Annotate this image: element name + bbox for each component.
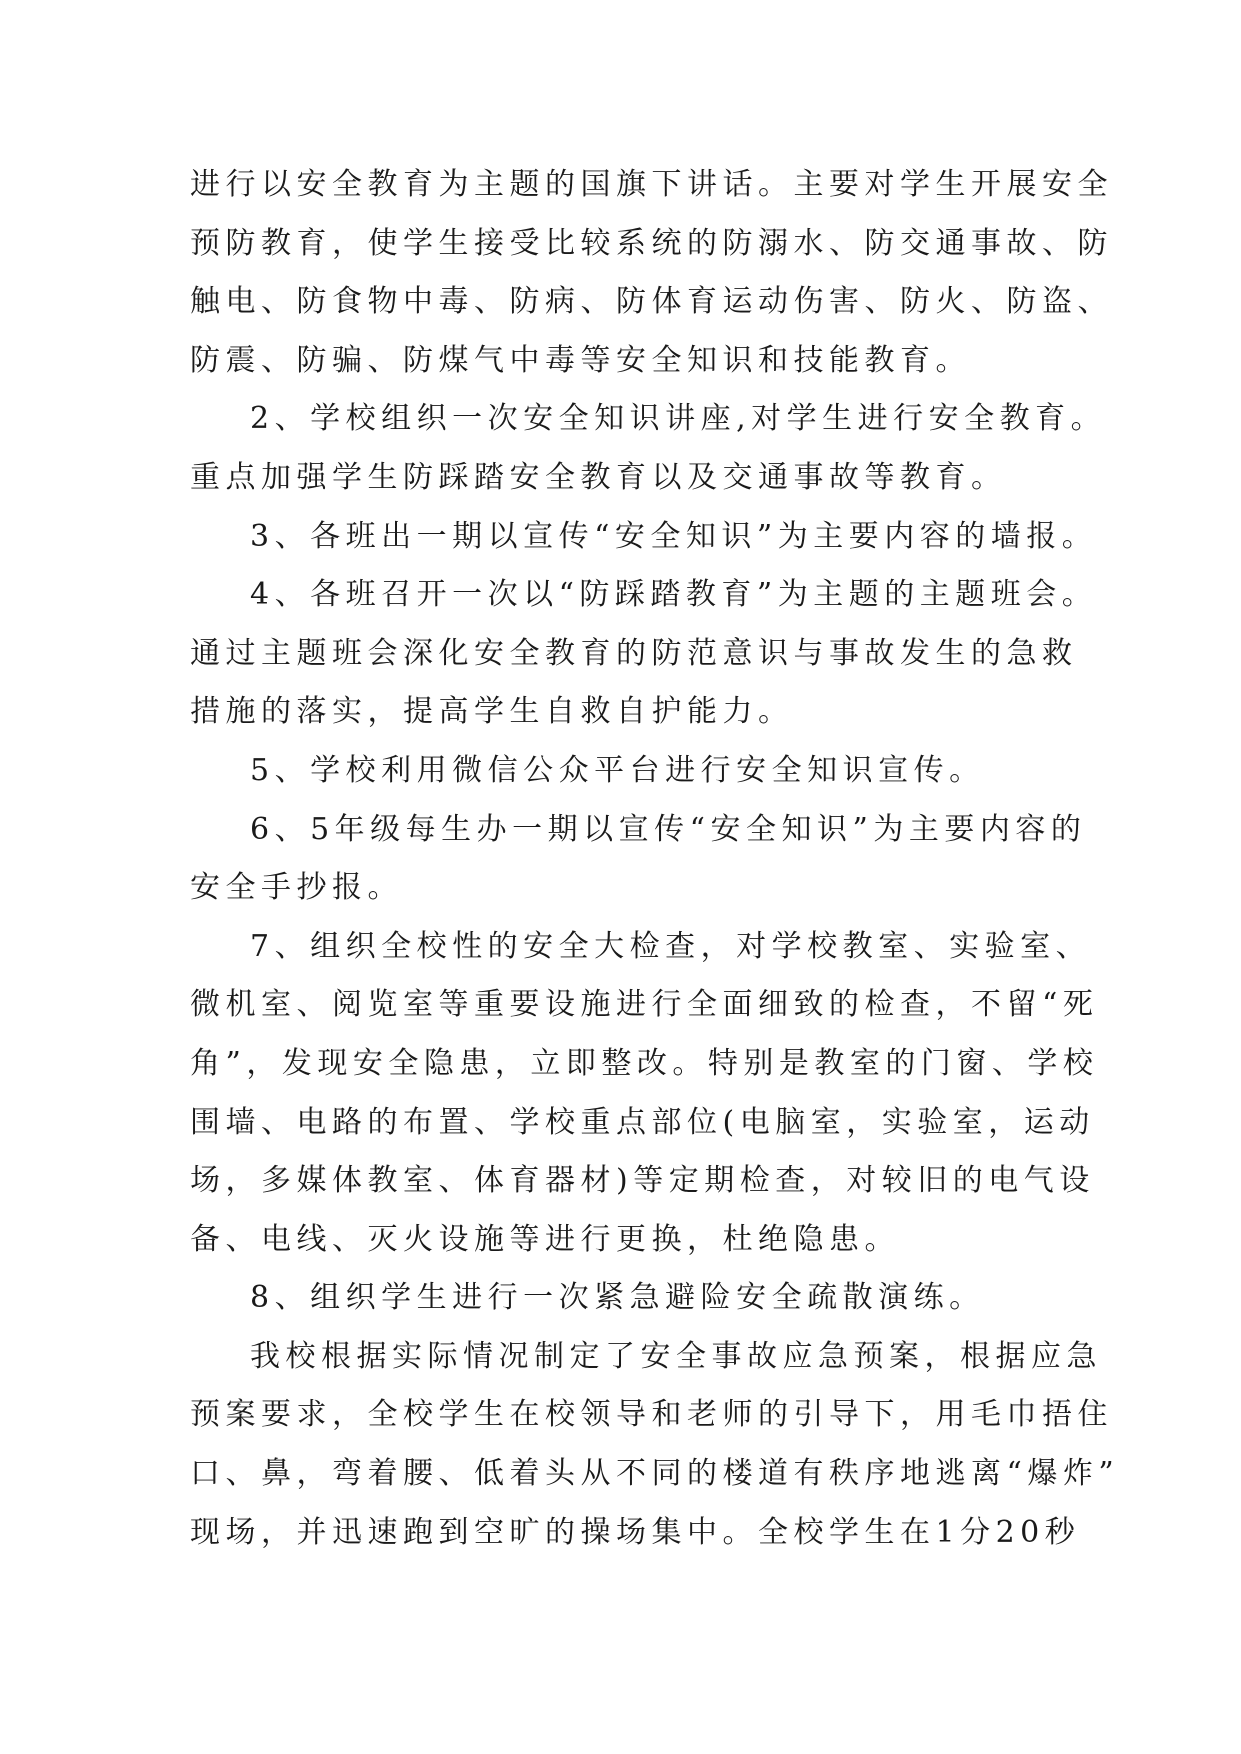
text-line: 安全手抄报。	[190, 870, 403, 906]
text-line: 围墙、电路的布置、学校重点部位(电脑室，实验室，运动	[190, 1104, 1095, 1140]
paragraph-start-line: 8、组织学生进行一次紧急避险安全疏散演练。	[250, 1280, 985, 1316]
paragraph-start-line: 5、学校利用微信公众平台进行安全知识宣传。	[250, 752, 985, 788]
paragraph-start-line: 7、组织全校性的安全大检查，对学校教室、实验室、	[250, 928, 1092, 964]
paragraph-start-line: 4、各班召开一次以“防踩踏教育”为主题的主题班会。	[250, 577, 1098, 613]
text-line: 通过主题班会深化安全教育的防范意识与事故发生的急救	[190, 635, 1078, 671]
text-line: 角”，发现安全隐患，立即整改。特别是教室的门窗、学校	[190, 1045, 1099, 1081]
paragraph-start-line: 3、各班出一期以宣传“安全知识”为主要内容的墙报。	[250, 518, 1098, 554]
document-body	[190, 156, 1120, 1562]
paragraph-start-line: 2、学校组织一次安全知识讲座,对学生进行安全教育。	[250, 401, 1107, 437]
text-line: 预防教育，使学生接受比较系统的防溺水、防交通事故、防	[190, 225, 1113, 261]
text-line: 备、电线、灭火设施等进行更换，杜绝隐患。	[190, 1221, 900, 1257]
text-line: 进行以安全教育为主题的国旗下讲话。主要对学生开展安全	[190, 167, 1113, 202]
text-line: 重点加强学生防踩踏安全教育以及交通事故等教育。	[190, 459, 1007, 495]
text-line: 口、鼻，弯着腰、低着头从不同的楼道有秩序地逃离“爆炸”	[190, 1456, 1120, 1492]
text-line: 场，多媒体教室、体育器材)等定期检查，对较旧的电气设	[190, 1163, 1095, 1199]
text-line: 微机室、阅览室等重要设施进行全面细致的检查，不留“死	[190, 987, 1099, 1023]
text-line: 触电、防食物中毒、防病、防体育运动伤害、防火、防盗、	[190, 284, 1113, 320]
text-line: 现场，并迅速跑到空旷的操场集中。全校学生在1分20秒	[190, 1514, 1081, 1550]
paragraph-start-line: 6、5年级每生办一期以宣传“安全知识”为主要内容的	[250, 811, 1087, 847]
text-line: 防震、防骗、防煤气中毒等安全知识和技能教育。	[190, 342, 971, 378]
text-line: 预案要求，全校学生在校领导和老师的引导下，用毛巾捂住	[190, 1397, 1113, 1433]
paragraph-start-line: 我校根据实际情况制定了安全事故应急预案，根据应急	[250, 1338, 1102, 1374]
text-line: 措施的落实，提高学生自救自护能力。	[190, 694, 794, 730]
